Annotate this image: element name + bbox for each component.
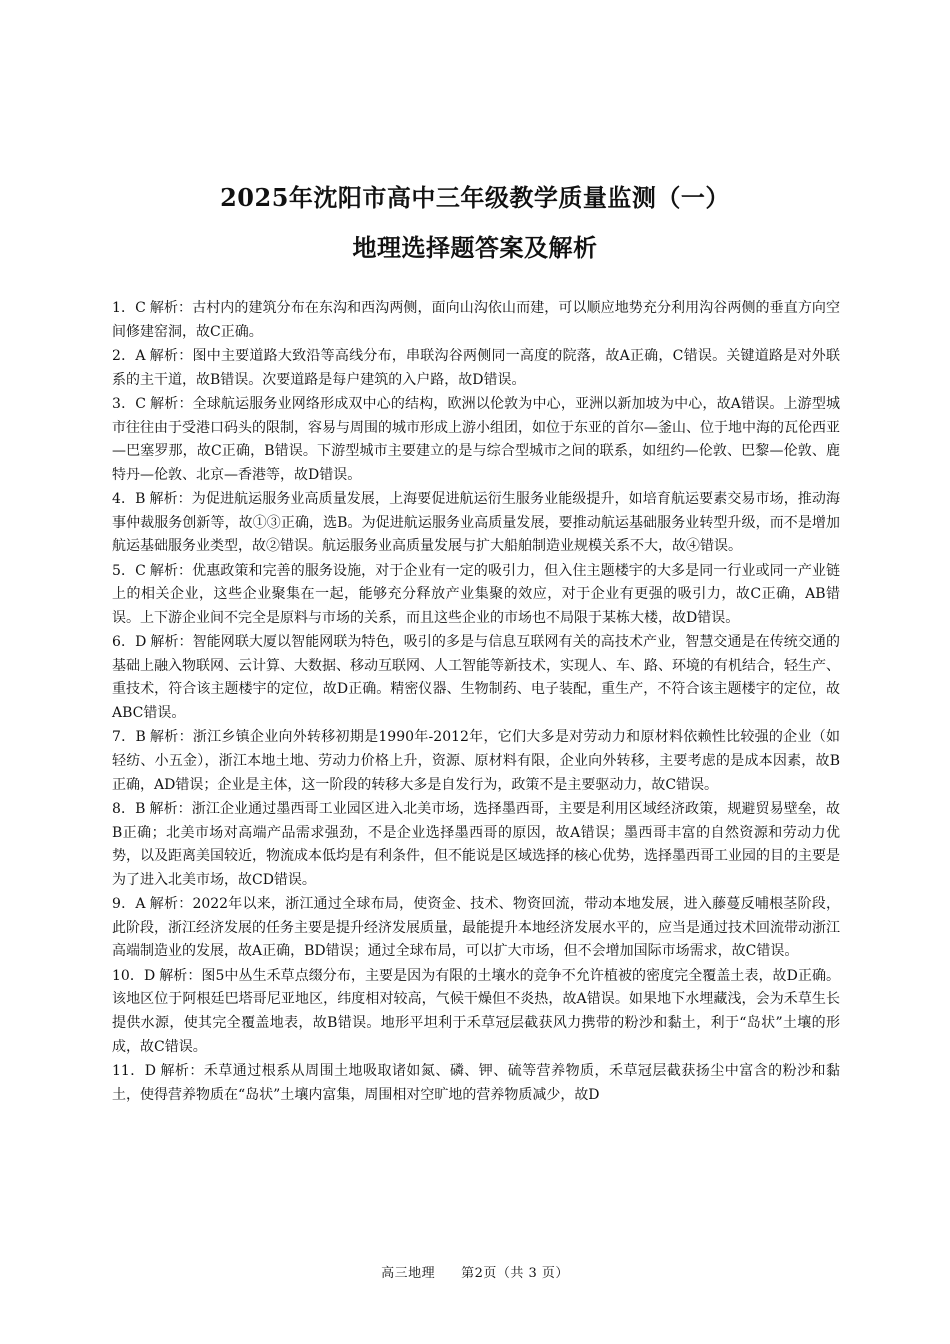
item-explanation: 禾草通过根系从周围土地吸取诸如氮、磷、钾、硫等营养物质，禾草冠层截获扬尘中富含的粉沙和黏土，使得营养物质在“岛状”土壤内富集，周围相对空旷地的营养物质减少，故D xyxy=(112,1062,841,1103)
item-number: 5． xyxy=(112,562,136,579)
item-answer: B xyxy=(135,729,146,746)
item-tag: 解析： xyxy=(159,967,202,984)
answer-item-7 xyxy=(112,726,840,797)
item-number: 10． xyxy=(112,967,144,984)
item-answer: D xyxy=(135,634,147,651)
answer-item-2 xyxy=(112,345,840,392)
answer-item-4 xyxy=(112,488,840,559)
answer-item-8 xyxy=(112,798,840,892)
item-tag: 解析： xyxy=(149,347,193,364)
footer-subject: 高三地理 xyxy=(381,1266,436,1281)
item-tag: 解析： xyxy=(149,491,192,508)
item-number: 7． xyxy=(112,729,136,746)
item-tag: 解析： xyxy=(149,801,192,818)
item-explanation: 图中主要道路大致沿等高线分布，串联沟谷两侧同一高度的院落，故A正确，C错误。关键道路是对外联系的主干道，故B错误。次要道路是每户建筑的入户路，故D错误。 xyxy=(112,347,840,388)
item-number: 3． xyxy=(112,395,136,412)
item-number: 2． xyxy=(112,347,136,364)
item-tag: 解析： xyxy=(150,634,193,651)
item-explanation: 古村内的建筑分布在东沟和西沟两侧，面向山沟依山而建，可以顺应地势充分利用沟谷两侧的垂直方向空间修建窑洞，故C正确。 xyxy=(112,300,840,340)
document-title: 2025年沈阳市高中三年级教学质量监测（一） xyxy=(220,183,730,212)
item-number: 11． xyxy=(112,1062,145,1079)
item-tag: 解析： xyxy=(149,395,193,412)
item-explanation: 为促进航运服务业高质量发展，上海要促进航运衍生服务业能级提升，如培育航运要素交易市场，推动海事仲裁服务创新等，故①③正确，选B。为促进航运服务业高质量发展，要推动航运基础服务业转型升级，而不是增加航运基础服务业类型，故②错误。航运服务业高质量发展与扩大船舶制造业规模关系不大，故④错误。 xyxy=(112,491,840,555)
answer-item-11 xyxy=(112,1060,840,1107)
item-answer: B xyxy=(135,491,146,508)
item-answer: D xyxy=(143,967,156,984)
item-tag: 解析： xyxy=(149,300,193,316)
item-tag: 解析： xyxy=(149,729,193,746)
item-explanation: 图5中丛生禾草点缀分布，主要是因为有限的土壤水的竞争不允许植被的密度完全覆盖土表，故D正确。该地区位于阿根廷巴塔哥尼亚地区，纬度相对较高，气候干燥但不炎热，故A错误。如果地下水埋藏浅，会为禾草生长提供水源，使其完全覆盖地表，故B错误。地形平坦利于禾草冠层截获风力携带的粉沙和黏土，利于“岛状”土壤的形成，故C错误。 xyxy=(112,967,841,1055)
item-explanation: 浙江乡镇企业向外转移初期是1990年-2012年，它们大多是对劳动力和原材料依赖性比较强的企业（如轻纺、小五金），浙江本地土地、劳动力价格上升，资源、原材料有限，企业向外转移，主要考虑的是成本因素，故B正确，AD错误；企业是主体，这一阶段的转移大多是自发行为，政策不是主要驱动力，故C错误。 xyxy=(112,729,840,793)
item-explanation: 浙江企业通过墨西哥工业园区进入北美市场，选择墨西哥，主要是利用区域经济政策，规避贸易壁垒，故B正确；北美市场对高端产品需求强劲，不是企业选择墨西哥的原因，故A错误；墨西哥丰富的自然资源和劳动力优势，以及距离美国较近，物流成本低均是有利条件，但不能说是区域选择的核心优势，选择墨西哥工业园的目的主要是为了进入北美市场，故CD错误。 xyxy=(112,801,840,888)
answer-item-9 xyxy=(112,893,840,964)
item-answer: B xyxy=(135,801,146,818)
item-number: 1． xyxy=(112,300,136,316)
answer-item-3 xyxy=(112,393,840,487)
item-explanation: 优惠政策和完善的服务设施，对于企业有一定的吸引力，但入住主题楼宇的大多是同一行业或同一产业链上的相关企业，这些企业聚集在一起，能够充分释放产业集聚的效应，对于企业有更强的吸引力，故C正确，AB错误。上下游企业间不完全是原料与市场的关系，而且这些企业的市场也不局限于某栋大楼，故D错误。 xyxy=(112,562,840,626)
answer-item-6 xyxy=(112,631,840,725)
item-tag: 解析： xyxy=(149,896,193,913)
document-subtitle: 地理选择题答案及解析 xyxy=(352,233,598,262)
item-tag: 解析： xyxy=(149,562,193,579)
footer-page-number: 第2页（共 3 页） xyxy=(461,1266,569,1281)
item-number: 6． xyxy=(112,634,136,651)
item-answer: D xyxy=(144,1062,156,1079)
answer-item-5 xyxy=(112,560,840,631)
answer-list xyxy=(112,297,840,1108)
item-explanation: 智能网联大厦以智能网联为特色，吸引的多是与信息互联网有关的高技术产业，智慧交通是在传统交通的基础上融入物联网、云计算、大数据、移动互联网、人工智能等新技术，实现人、车、路、环境的有机结合，轻生产、重技术，符合该主题楼宇的定位，故D正确。精密仪器、生物制药、电子装配，重生产，不符合该主题楼宇的定位，故ABC错误。 xyxy=(112,634,840,722)
item-answer: C xyxy=(135,395,146,412)
item-tag: 解析： xyxy=(160,1062,204,1079)
page-footer xyxy=(0,1265,950,1283)
item-answer: C xyxy=(135,300,146,316)
item-number: 9． xyxy=(112,896,136,913)
item-answer: A xyxy=(135,347,146,364)
answer-item-10 xyxy=(112,965,840,1059)
item-explanation: 2022年以来，浙江通过全球布局，使资金、技术、物资回流，带动本地发展，进入藤蔓反哺根茎阶段，此阶段，浙江经济发展的任务主要是提升经济发展质量，最能提升本地经济发展水平的，应当是通过技术回流带动浙江高端制造业的发展，故A正确，BD错误；通过全球布局，可以扩大市场，但不会增加国际市场需求，故C错误。 xyxy=(112,896,840,960)
item-answer: A xyxy=(135,896,146,913)
item-number: 4． xyxy=(112,491,136,508)
item-explanation: 全球航运服务业网络形成双中心的结构，欧洲以伦敦为中心，亚洲以新加坡为中心，故A错误。上游型城市往往由于受港口码头的限制，容易与周围的城市形成上游小组团，如位于东亚的首尔—釜山、位于地中海的瓦伦西亚—巴塞罗那，故C正确，B错误。下游型城市主要建立的是与综合型城市之间的联系，如纽约—伦敦、巴黎—伦敦、鹿特丹—伦敦、北京—香港等，故D错误。 xyxy=(112,395,840,483)
item-answer: C xyxy=(135,562,146,579)
item-number: 8． xyxy=(112,801,136,818)
answer-item-1 xyxy=(112,297,840,344)
